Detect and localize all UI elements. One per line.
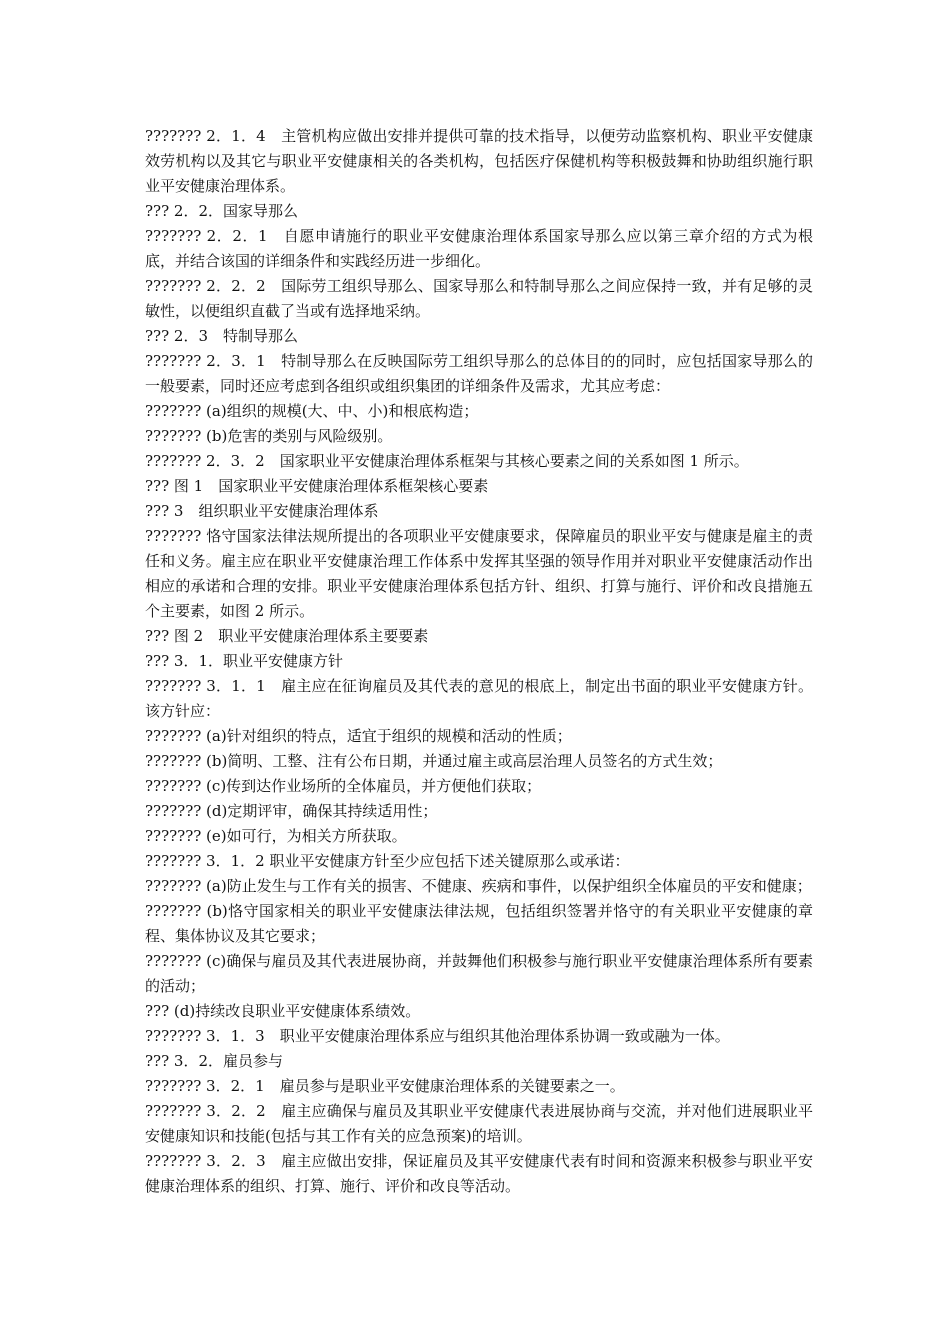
list-item-a: ??????? (a)组织的规模(大、中、小)和根底构造； xyxy=(145,402,479,420)
paragraph-2-1-4: ??????? 2．1．4 主管机构应做出安排并提供可靠的技术指导，以便劳动监察机构、职业平安健康效劳机构以及其它与职业平安健康相关的各类机构，包括医疗保健机构等积极鼓舞和协助组织施行职业平安健康治理体系。 xyxy=(145,127,813,195)
paragraph-2-3-1: ??????? 2．3．1 特制导那么在反映国际劳工组织导那么的总体目的的同时，应包括国家导那么的一般要素，同时还应考虑到各组织或组织集团的详细条件及需求，尤其应考虑： xyxy=(145,352,813,395)
list-item-d: ??????? (d)定期评审，确保其持续适用性； xyxy=(145,802,438,820)
heading-3: ??? 3 组织职业平安健康治理体系 xyxy=(145,502,379,520)
list-item-a: ??????? (a)针对组织的特点，适宜于组织的规模和活动的性质； xyxy=(145,727,572,745)
paragraph-3-1-3: ??????? 3．1．3 职业平安健康治理体系应与组织其他治理体系协调一致或融为一体。 xyxy=(145,1027,730,1045)
list-item-b: ??????? (b)简明、工整、注有公布日期，并通过雇主或高层治理人员签名的方式生效； xyxy=(145,752,723,770)
figure-2-caption: ??? 图 2 职业平安健康治理体系主要要素 xyxy=(145,627,429,645)
list-item-b: ??????? (b)恪守国家相关的职业平安健康法律法规，包括组织签署并恪守的有关职业平安健康的章程、集体协议及其它要求； xyxy=(145,902,813,945)
list-item-e: ??????? (e)如可行，为相关方所获取。 xyxy=(145,827,407,845)
paragraph-3-1-2: ??????? 3．1．2 职业平安健康方针至少应包括下述关键原那么或承诺： xyxy=(145,852,630,870)
paragraph-3-2-3: ??????? 3．2．3 雇主应做出安排，保证雇员及其平安健康代表有时间和资源来积极参与职业平安健康治理体系的组织、打算、施行、评价和改良等活动。 xyxy=(145,1152,813,1195)
paragraph-2-2-2: ??????? 2．2．2 国际劳工组织导那么、国家导那么和特制导那么之间应保持一致，并有足够的灵敏性，以便组织直截了当或有选择地采纳。 xyxy=(145,277,813,320)
figure-1-caption: ??? 图 1 国家职业平安健康治理体系框架核心要素 xyxy=(145,477,489,495)
list-item-b: ??????? (b)危害的类别与风险级别。 xyxy=(145,427,393,445)
paragraph-3-2-1: ??????? 3．2．1 雇员参与是职业平安健康治理体系的关键要素之一。 xyxy=(145,1077,625,1095)
heading-2-3: ??? 2．3 特制导那么 xyxy=(145,327,298,345)
document-body xyxy=(145,124,813,1199)
paragraph-3-2-2: ??????? 3．2．2 雇主应确保与雇员及其职业平安健康代表进展协商与交流，并对他们进展职业平安健康知识和技能(包括与其工作有关的应急预案)的培训。 xyxy=(145,1102,813,1145)
heading-3-1: ??? 3．1．职业平安健康方针 xyxy=(145,652,343,670)
paragraph-2-2-1: ??????? 2．2．1 自愿申请施行的职业平安健康治理体系国家导那么应以第三章介绍的方式为根底，并结合该国的详细条件和实践经历进一步细化。 xyxy=(145,227,813,270)
paragraph-2-3-2: ??????? 2．3．2 国家职业平安健康治理体系框架与其核心要素之间的关系如图 1 所示。 xyxy=(145,452,749,470)
list-item-a: ??????? (a)防止发生与工作有关的损害、不健康、疾病和事件，以保护组织全体雇员的平安和健康； xyxy=(145,877,812,895)
heading-3-2: ??? 3．2．雇员参与 xyxy=(145,1052,283,1070)
list-item-d: ??? (d)持续改良职业平安健康体系绩效。 xyxy=(145,1002,421,1020)
list-item-c: ??????? (c)确保与雇员及其代表进展协商，并鼓舞他们积极参与施行职业平安健康治理体系所有要素的活动； xyxy=(145,952,813,995)
paragraph-3-intro: ??????? 恪守国家法律法规所提出的各项职业平安健康要求，保障雇员的职业平安与健康是雇主的责任和义务。雇主应在职业平安健康治理工作体系中发挥其坚强的领导作用并对职业平安健康活动作出相应的承诺和合理的安排。职业平安健康治理体系包括方针、组织、打算与施行、评价和改良措施五个主要素，如图 2 所示。 xyxy=(145,527,813,620)
heading-2-2: ??? 2．2．国家导那么 xyxy=(145,202,298,220)
paragraph-3-1-1: ??????? 3．1．1 雇主应在征询雇员及其代表的意见的根底上，制定出书面的职业平安健康方针。该方针应： xyxy=(145,677,813,720)
list-item-c: ??????? (c)传到达作业场所的全体雇员，并方便他们获取； xyxy=(145,777,542,795)
